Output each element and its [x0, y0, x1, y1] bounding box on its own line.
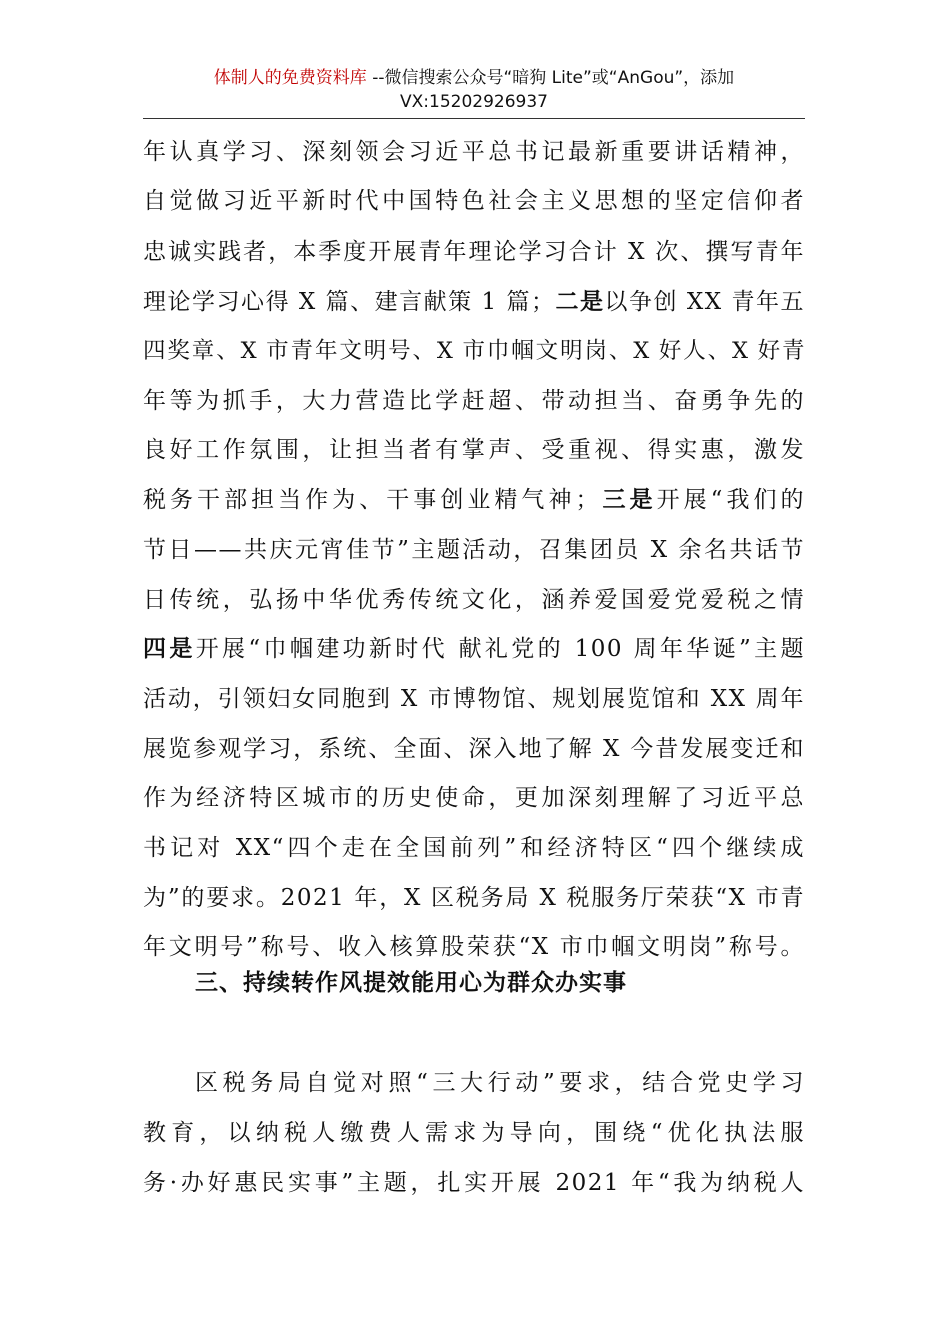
- paragraph-line: 活动，引领妇女同胞到 X 市博物馆、规划展览馆和 XX 周年: [143, 686, 805, 712]
- paragraph-line: 教育，以纳税人缴费人需求为导向，围绕“优化执法服: [143, 1120, 805, 1146]
- paragraph-line: 自觉做习近平新时代中国特色社会主义思想的坚定信仰者: [143, 188, 805, 214]
- paragraph-line: 为”的要求。2021 年，X 区税务局 X 税服务厅荣获“X 市青: [143, 885, 805, 911]
- text-run: 开展“我们的: [656, 487, 806, 513]
- section-heading: 三、持续转作风提效能用心为群众办实事: [195, 970, 627, 996]
- paragraph-line: 年认真学习、深刻领会习近平总书记最新重要讲话精神，: [143, 139, 805, 165]
- text-run: 以争创 XX 青年五: [604, 289, 805, 315]
- header-brand: 体制人的免费资料库: [213, 68, 367, 88]
- header-divider: [143, 118, 805, 119]
- paragraph-line: 忠诚实践者，本季度开展青年理论学习合计 X 次、撰写青年: [143, 239, 805, 265]
- header-text: --微信搜索公众号“暗狗 Lite”或“AnGou”，添加: [366, 68, 735, 88]
- bold-marker: 三是: [600, 487, 657, 513]
- text-run: 税务干部担当作为、干事创业精气神；: [143, 487, 600, 513]
- paragraph-line: 书记对 XX“四个走在全国前列”和经济特区“四个继续成: [143, 835, 805, 861]
- text-run: 理论学习心得 X 篇、建言献策 1 篇；: [143, 289, 556, 315]
- paragraph-line: [143, 287, 805, 317]
- paragraph-line: 年等为抓手，大力营造比学赶超、带动担当、奋勇争先的: [143, 388, 805, 414]
- paragraph-line: 节日——共庆元宵佳节”主题活动，召集团员 X 余名共话节: [143, 537, 805, 563]
- bold-marker: 二是: [555, 289, 605, 315]
- paragraph-line: 四奖章、X 市青年文明号、X 市巾帼文明岗、X 好人、X 好青: [143, 338, 805, 364]
- paragraph-line: 务·办好惠民实事”主题，扎实开展 2021 年“我为纳税人: [143, 1170, 805, 1196]
- header-line-2: VX:15202926937: [400, 92, 548, 112]
- paragraph-line: 年文明号”称号、收入核算股荣获“X 市巾帼文明岗”称号。: [143, 934, 805, 960]
- paragraph-line: [143, 485, 805, 515]
- paragraph-line: 作为经济特区城市的历史使命，更加深刻理解了习近平总: [143, 785, 805, 811]
- paragraph-line: 区税务局自觉对照“三大行动”要求，结合党史学习: [195, 1070, 805, 1096]
- paragraph-line: [143, 634, 805, 664]
- paragraph-line: 日传统，弘扬中华优秀传统文化，涵养爱国爱党爱税之情: [143, 587, 805, 613]
- bold-marker: 四是: [143, 636, 196, 662]
- page-header: [143, 66, 805, 114]
- text-run: 开展“巾帼建功新时代 献礼党的 100 周年华诞”主题: [195, 636, 806, 662]
- paragraph-line: 展览参观学习，系统、全面、深入地了解 X 今昔发展变迁和: [143, 736, 805, 762]
- header-line-1: [143, 66, 805, 90]
- paragraph-line: 良好工作氛围，让担当者有掌声、受重视、得实惠，激发: [143, 437, 805, 463]
